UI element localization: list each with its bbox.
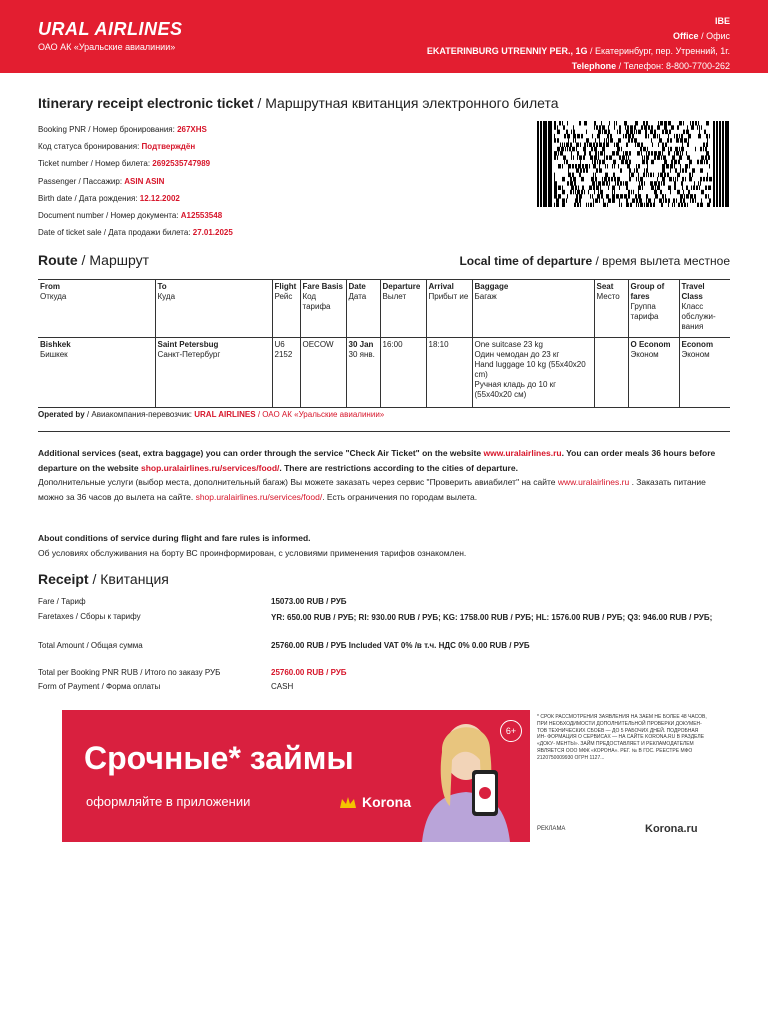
col-flight: Flight Рейс [272, 280, 300, 338]
conditions-text [38, 531, 730, 560]
divider [38, 431, 730, 432]
booking-status-row: Код статуса бронирования: Подтверждён [38, 142, 196, 152]
table-header-row [38, 280, 730, 338]
cell-arrival: 18:10 [426, 338, 472, 408]
food-service-link[interactable]: shop.uralairlines.ru/services/food/ [140, 462, 280, 473]
office-info [427, 14, 730, 74]
ad-legal-text: * СРОК РАССМОТРЕНИЯ ЗАЯВЛЕНИЯ НА ЗАЕМ НЕ БОЛЕЕ 48 ЧАСОВ, ПРИ НЕОБХОДИМОСТИ ДОПОЛНИТЕЛЬНОЙ ПРОВЕРКИ ДОКУМЕН- ТОВ ТЕХНИЧЕСКИХ СБОЕВ — ДО 5 РАБОЧИХ ДНЕЙ. ПОДРОБНАЯ ИН- ФОРМАЦИЯ О СЕРВИСАХ — НА САЙТЕ KORONA.RU В РАЗДЕЛЕ «ДОКУ- МЕНТЫ». ЗАЙМ ПРЕДОСТАВЛЯЕТ И РЕКЛАМОДАТЕЛЕМ ЯВЛЯЕТСЯ ООО МФК «КОРОНА». РЕГ. № В ГОС. РЕЕСТРЕ МФО 2120750009930 ОГРН 1127... [537, 714, 707, 761]
booking-pnr-row: Booking PNR / Номер бронирования: 267XHS [38, 125, 207, 134]
operated-by: Operated by / Авиакомпания-перевозчик: URAL AIRLINES / ОАО АК «Уральские авиалинии» [38, 410, 385, 419]
food-service-link-ru[interactable]: shop.uralairlines.ru/services/food/ [195, 491, 323, 502]
office-line: Office / Офис [673, 31, 730, 41]
ticket-number-row: Ticket number / Номер билета: 2692535747989 [38, 159, 211, 169]
sale-date-row: Date of ticket sale / Дата продажи билета: 27.01.2025 [38, 228, 233, 238]
ad-banner[interactable] [62, 710, 530, 842]
cell-from: Bishkek Бишкек [38, 338, 155, 408]
ad-site-link[interactable]: Korona.ru [645, 823, 698, 835]
receipt-title: Receipt / Квитанция [38, 571, 169, 587]
col-class: Travel Class Класс обслужи- вания [681, 282, 716, 331]
col-arrival: Arrival Прибыт ие [426, 280, 472, 338]
cell-class: Econom Эконом [681, 340, 714, 359]
company-name: ОАО АК «Уральские авиалинии» [38, 42, 176, 52]
col-seat: Seat Место [594, 280, 628, 338]
col-to: To Куда [155, 280, 272, 338]
cell-fare-basis: OECOW [300, 338, 346, 408]
col-fare-basis: Fare Basis Код тарифа [300, 280, 346, 338]
pdf417-barcode [537, 121, 729, 207]
col-baggage: Baggage Багаж [472, 280, 594, 338]
crown-icon [338, 794, 358, 812]
document-number-row: Document number / Номер документа: A12553548 [38, 211, 223, 221]
cell-baggage: One suitcase 23 kg Один чемодан до 23 кг Hand luggage 10 kg (55x40x20 cm) Ручная кладь до 10 кг (55x40x20 см) [472, 338, 594, 408]
cell-date: 30 Jan 30 янв. [346, 338, 380, 408]
route-table [38, 279, 730, 408]
additional-services-text [38, 446, 730, 504]
booking-info [38, 121, 233, 241]
phone-line: Telephone / Телефон: 8-800-7700-262 [571, 61, 730, 71]
ad-label: РЕКЛАМА [537, 826, 566, 832]
header-bar [0, 0, 768, 73]
cell-departure: 16:00 [380, 338, 426, 408]
local-time-note: Local time of departure / время вылета местное [459, 254, 730, 268]
agent-code: IBE [714, 16, 730, 26]
ad-subline: оформляйте в приложении [86, 794, 251, 809]
conditions-ru: Об условиях обслуживания на борту ВС проинформирован, с условиями применения тарифов ознакомлен. [38, 547, 467, 558]
col-date: Date Дата [346, 280, 380, 338]
col-departure: Departure Вылет [380, 280, 426, 338]
uralairlines-link[interactable]: www.uralairlines.ru [483, 448, 562, 458]
birth-date-row: Birth date / Дата рождения: 12.12.2002 [38, 193, 180, 203]
additional-services-ru: Дополнительные услуги (выбор места, дополнительный багаж) Вы можете заказать через сервис "Проверить авиабилет" на сайте www.uralairlines.ru . Заказать питание можно за 36 часов до вылета на сайте. shop.uralairlines.ru/services/food/. Есть ограничения по городам вылета. [38, 477, 706, 502]
ad-brand: Korona [338, 794, 411, 812]
cell-to: Saint Petersbug Санкт-Петербург [155, 338, 272, 408]
address-line: EKATERINBURG UTRENNIY PER., 1G / Екатеринбург, пер. Утренний, 1г. [426, 46, 730, 56]
cell-flight: U6 2152 [272, 338, 300, 408]
conditions-en: About conditions of service during flight and fare rules is informed. [38, 533, 311, 543]
ad-headline: Срочные* займы [84, 740, 354, 776]
route-title: Route / Маршрут [38, 252, 150, 268]
age-rating-badge: 6+ [500, 720, 522, 742]
document-title: Itinerary receipt electronic ticket / Маршрутная квитанция электронного билета [38, 95, 559, 111]
uralairlines-link-ru[interactable]: www.uralairlines.ru [557, 477, 630, 487]
table-row [38, 338, 730, 408]
col-from: From Откуда [38, 280, 155, 338]
taxes-row: Faretaxes / Сборы к тарифу YR: 650.00 RUB / РУБ; RI: 930.00 RUB / РУБ; KG: 1758.00 RUB / РУБ; HL: 1576.00 RUB / РУБ; Q3: 946.00 RUB / РУБ; [38, 612, 713, 622]
additional-services-en: Additional services (seat, extra baggage) you can order through the service "Check Air Ticket" on the website www.uralairlines.ru. You can order meals 36 hours before departure on the website shop.uralairlines.ru/services/food/. There are restrictions according to the cities of departure. [38, 448, 716, 473]
col-group: Group of fares Группа тарифа [628, 280, 679, 338]
airline-logo: URAL AIRLINES [38, 19, 183, 39]
passenger-row: Passenger / Пассажир: ASIN ASIN [38, 176, 165, 186]
cell-group: O Econom Эконом [628, 338, 679, 408]
cell-seat [594, 338, 628, 408]
